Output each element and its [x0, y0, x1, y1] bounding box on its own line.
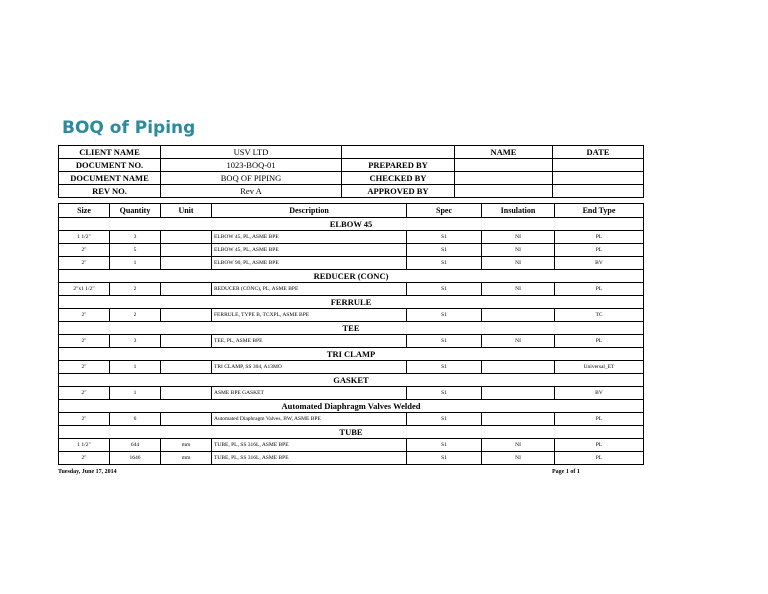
unit-cell [161, 257, 212, 270]
section-title: ELBOW 45 [59, 218, 644, 231]
document-header-table [58, 145, 644, 198]
unit-cell [161, 231, 212, 244]
table-row [59, 283, 644, 296]
client-name-label: CLIENT NAME [59, 146, 161, 159]
section-title: TUBE [59, 426, 644, 439]
size-cell: 2" [59, 452, 110, 465]
section-header-row [59, 374, 644, 387]
description-column-header: Description [212, 204, 407, 218]
insulation-cell: NI [482, 244, 555, 257]
end-type-cell: BV [555, 387, 644, 400]
size-cell: 2" [59, 413, 110, 426]
client-name-value: USV LTD [161, 146, 342, 159]
description-cell: ASME BPE GASKET [212, 387, 407, 400]
approved-by-date [553, 185, 644, 198]
unit-cell [161, 309, 212, 322]
end-type-cell: PL [555, 452, 644, 465]
spec-cell: S1 [407, 387, 482, 400]
section-header-row [59, 322, 644, 335]
table-row [59, 309, 644, 322]
description-cell: TEE, PL, ASME BPE [212, 335, 407, 348]
spec-cell: S1 [407, 439, 482, 452]
spec-cell: S1 [407, 283, 482, 296]
table-row [59, 231, 644, 244]
rev-no-value: Rev A [161, 185, 342, 198]
description-cell: FERRULE, TYPE B, TCXPL, ASME BPE [212, 309, 407, 322]
unit-cell [161, 361, 212, 374]
table-row [59, 244, 644, 257]
size-cell: 1 1/2" [59, 231, 110, 244]
table-row [59, 413, 644, 426]
description-cell: ELBOW 45, PL, ASME BPE [212, 231, 407, 244]
boq-table [58, 203, 644, 465]
spec-cell: S1 [407, 452, 482, 465]
quantity-cell: 3 [110, 231, 161, 244]
table-row [59, 257, 644, 270]
insulation-cell [482, 387, 555, 400]
unit-cell [161, 244, 212, 257]
rev-no-label: REV NO. [59, 185, 161, 198]
checked-by-label: CHECKED BY [342, 172, 455, 185]
table-row [59, 361, 644, 374]
section-header-row [59, 426, 644, 439]
description-cell: REDUCER (CONC), PL, ASME BPE [212, 283, 407, 296]
footer-date: Tuesday, June 17, 2014 [58, 469, 117, 475]
spec-column-header: Spec [407, 204, 482, 218]
description-cell: TUBE, PL, SS 316L, ASME BPE [212, 452, 407, 465]
section-title: GASKET [59, 374, 644, 387]
size-cell: 2" [59, 309, 110, 322]
header-blank [342, 146, 455, 159]
insulation-cell [482, 361, 555, 374]
spec-cell: S1 [407, 335, 482, 348]
section-header-row [59, 270, 644, 283]
insulation-cell [482, 309, 555, 322]
document-no-value: 1023-BOQ-01 [161, 159, 342, 172]
quantity-cell: 6 [110, 413, 161, 426]
description-cell: ELBOW 45, PL, ASME BPE [212, 244, 407, 257]
section-header-row [59, 348, 644, 361]
spec-cell: S1 [407, 309, 482, 322]
section-title: FERRULE [59, 296, 644, 309]
table-row [59, 387, 644, 400]
size-cell: 2" [59, 387, 110, 400]
size-cell: 2" [59, 257, 110, 270]
insulation-column-header: Insulation [482, 204, 555, 218]
end-type-cell: PL [555, 283, 644, 296]
unit-cell: mm [161, 439, 212, 452]
section-header-row [59, 218, 644, 231]
quantity-cell: 2 [110, 283, 161, 296]
spec-cell: S1 [407, 244, 482, 257]
prepared-by-name [455, 159, 553, 172]
spec-cell: S1 [407, 361, 482, 374]
description-cell: TRI CLAMP, SS 304, A13MO [212, 361, 407, 374]
end-type-column-header: End Type [555, 204, 644, 218]
document-no-label: DOCUMENT NO. [59, 159, 161, 172]
unit-column-header: Unit [161, 204, 212, 218]
size-cell: 2" [59, 244, 110, 257]
checked-by-date [553, 172, 644, 185]
quantity-cell: 1 [110, 387, 161, 400]
end-type-cell: PL [555, 413, 644, 426]
unit-cell [161, 335, 212, 348]
spec-cell: S1 [407, 413, 482, 426]
insulation-cell [482, 413, 555, 426]
end-type-cell: PL [555, 335, 644, 348]
end-type-cell: PL [555, 244, 644, 257]
quantity-cell: 2 [110, 309, 161, 322]
quantity-cell: 1646 [110, 452, 161, 465]
name-column-header: NAME [455, 146, 553, 159]
spec-cell: S1 [407, 257, 482, 270]
table-row [59, 452, 644, 465]
footer-page-number: Page 1 of 1 [552, 469, 580, 475]
insulation-cell: NI [482, 231, 555, 244]
size-cell: 2" [59, 335, 110, 348]
quantity-cell: 644 [110, 439, 161, 452]
end-type-cell: PL [555, 231, 644, 244]
end-type-cell: BV [555, 257, 644, 270]
size-column-header: Size [59, 204, 110, 218]
document-name-value: BOQ OF PIPING [161, 172, 342, 185]
quantity-cell: 3 [110, 335, 161, 348]
approved-by-name [455, 185, 553, 198]
section-header-row [59, 400, 644, 413]
table-row [59, 439, 644, 452]
size-cell: 2"x1 1/2" [59, 283, 110, 296]
end-type-cell: PL [555, 439, 644, 452]
section-title: Automated Diaphragm Valves Welded [59, 400, 644, 413]
insulation-cell: NI [482, 335, 555, 348]
page-title: BOQ of Piping [62, 118, 196, 138]
prepared-by-date [553, 159, 644, 172]
insulation-cell: NI [482, 257, 555, 270]
insulation-cell: NI [482, 439, 555, 452]
insulation-cell: NI [482, 283, 555, 296]
unit-cell [161, 283, 212, 296]
unit-cell [161, 413, 212, 426]
quantity-column-header: Quantity [110, 204, 161, 218]
insulation-cell: NI [482, 452, 555, 465]
section-title: REDUCER (CONC) [59, 270, 644, 283]
checked-by-name [455, 172, 553, 185]
table-row [59, 335, 644, 348]
section-title: TEE [59, 322, 644, 335]
prepared-by-label: PREPARED BY [342, 159, 455, 172]
approved-by-label: APPROVED BY [342, 185, 455, 198]
size-cell: 2" [59, 361, 110, 374]
spec-cell: S1 [407, 231, 482, 244]
unit-cell [161, 387, 212, 400]
size-cell: 1 1/2" [59, 439, 110, 452]
quantity-cell: 5 [110, 244, 161, 257]
quantity-cell: 1 [110, 361, 161, 374]
section-header-row [59, 296, 644, 309]
end-type-cell: TC [555, 309, 644, 322]
document-name-label: DOCUMENT NAME [59, 172, 161, 185]
description-cell: TUBE, PL, SS 316L, ASME BPE [212, 439, 407, 452]
unit-cell: mm [161, 452, 212, 465]
description-cell: ELBOW 90, PL, ASME BPE [212, 257, 407, 270]
end-type-cell: Universal_ET [555, 361, 644, 374]
section-title: TRI CLAMP [59, 348, 644, 361]
date-column-header: DATE [553, 146, 644, 159]
description-cell: Automated Diaphragm Valves, BW, ASME BPE [212, 413, 407, 426]
quantity-cell: 1 [110, 257, 161, 270]
